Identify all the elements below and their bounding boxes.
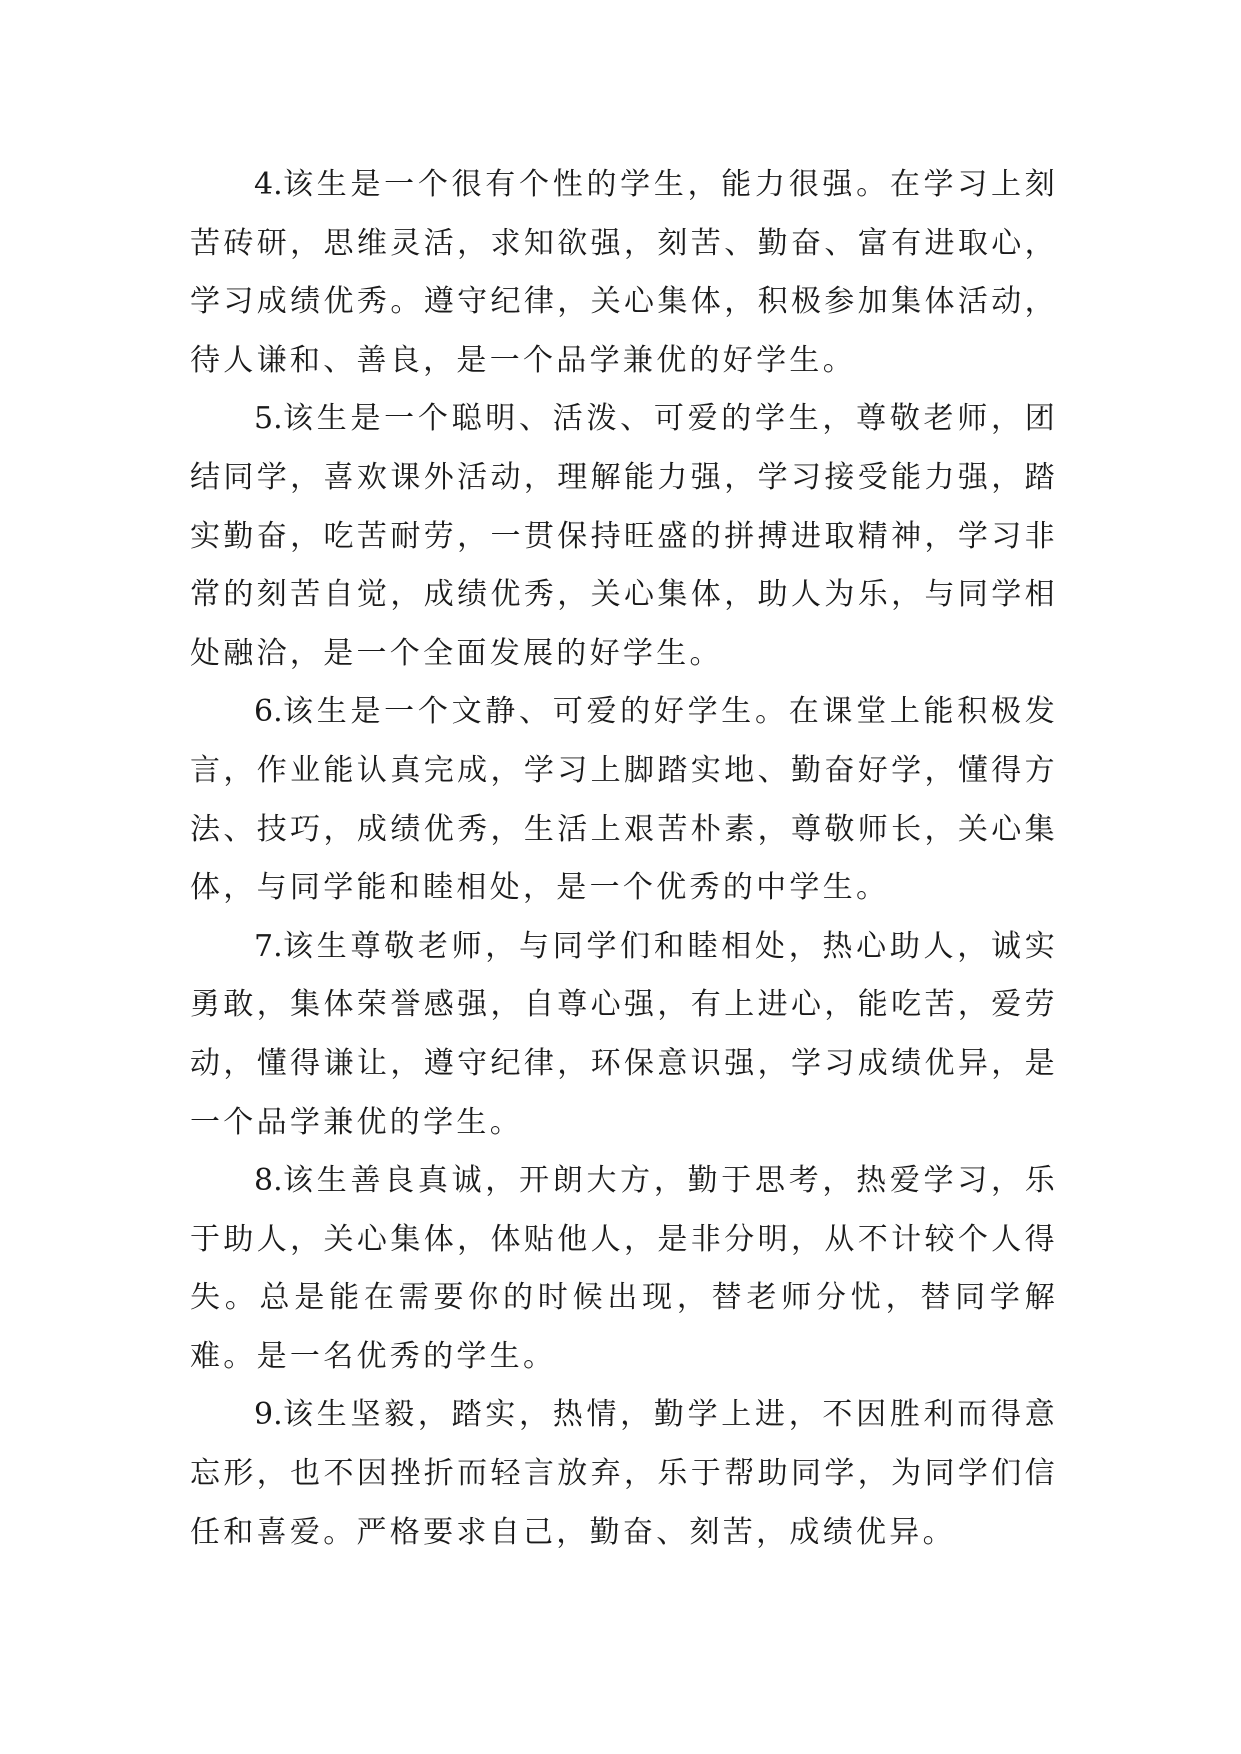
paragraph-5 [190, 390, 1058, 683]
paragraph-text: 该生善良真诚，开朗大方，勤于思考，热爱学习，乐于助人，关心集体，体贴他人，是非分明，从不计较个人得失。总是能在需要你的时候出现，替老师分忧，替同学解难。是一名优秀的学生。 [190, 1163, 1058, 1374]
paragraph-number: 4. [254, 167, 283, 202]
paragraph-text: 该生是一个很有个性的学生，能力很强。在学习上刻苦砖研，思维灵活，求知欲强，刻苦、勤奋、富有进取心，学习成绩优秀。遵守纪律，关心集体，积极参加集体活动，待人谦和、善良，是一个品学兼优的好学生。 [190, 167, 1058, 378]
paragraph-4 [190, 156, 1058, 390]
paragraph-number: 5. [254, 401, 283, 437]
paragraph-8 [190, 1152, 1058, 1386]
paragraph-number: 7. [254, 928, 283, 964]
paragraph-text: 该生是一个文静、可爱的好学生。在课堂上能积极发言，作业能认真完成，学习上脚踏实地、勤奋好学，懂得方法、技巧，成绩优秀，生活上艰苦朴素，尊敬师长，关心集体，与同学能和睦相处，是一个优秀的中学生。 [190, 694, 1058, 906]
paragraph-number: 8. [254, 1163, 283, 1199]
paragraph-text: 该生尊敬老师，与同学们和睦相处，热心助人，诚实勇敢，集体荣誉感强，自尊心强，有上进心，能吃苦，爱劳动，懂得谦让，遵守纪律，环保意识强，学习成绩优异，是一个品学兼优的学生。 [190, 928, 1058, 1140]
paragraph-9 [190, 1386, 1058, 1562]
paragraph-text: 该生坚毅，踏实，热情，勤学上进，不因胜利而得意忘形，也不因挫折而轻言放弃，乐于帮助同学，为同学们信任和喜爱。严格要求自己，勤奋、刻苦，成绩优异。 [190, 1397, 1058, 1550]
document-body [190, 156, 1058, 1562]
paragraph-7 [190, 918, 1058, 1152]
paragraph-text: 该生是一个聪明、活泼、可爱的学生，尊敬老师，团结同学，喜欢课外活动，理解能力强，学习接受能力强，踏实勤奋，吃苦耐劳，一贯保持旺盛的拼搏进取精神，学习非常的刻苦自觉，成绩优秀，关心集体，助人为乐，与同学相处融洽，是一个全面发展的好学生。 [190, 401, 1058, 671]
paragraph-6 [190, 683, 1058, 917]
paragraph-number: 9. [254, 1397, 283, 1433]
paragraph-number: 6. [254, 694, 283, 730]
